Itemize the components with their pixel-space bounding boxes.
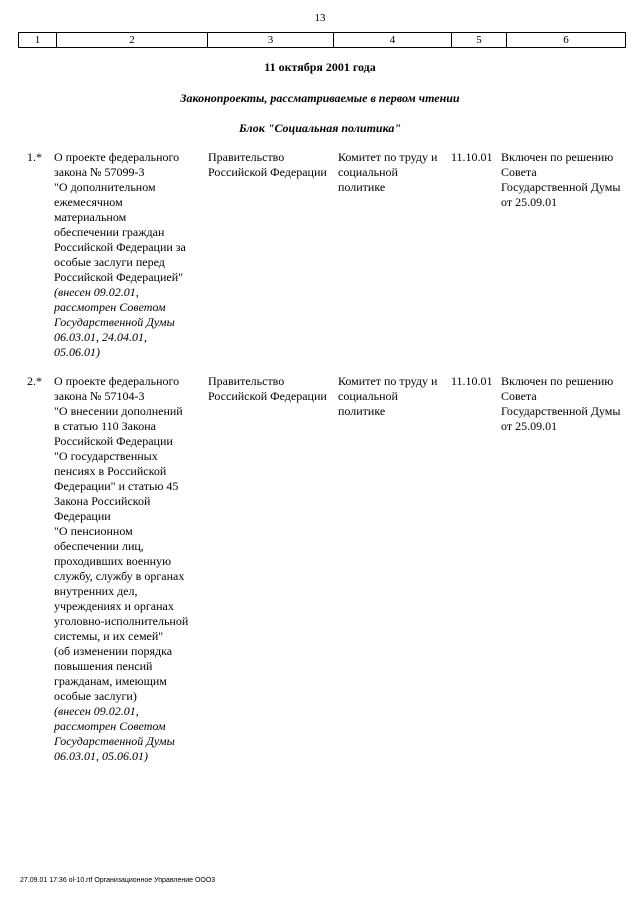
description-line: Закона Российской <box>54 494 151 508</box>
section-title: Законопроекты, рассматриваемые в первом чтении <box>180 91 460 105</box>
description-line: закона № 57099-3 <box>54 165 145 179</box>
description-line: О проекте федерального <box>54 374 180 388</box>
column-number: 4 <box>334 33 452 47</box>
description-line: обеспечении лиц, <box>54 539 144 553</box>
note-line: (внесен 09.02.01, <box>54 285 139 299</box>
column-number: 6 <box>563 34 569 46</box>
description-line: "О государственных <box>54 449 158 463</box>
note-line: Государственной Думы <box>54 315 175 329</box>
block-title: Блок "Социальная политика" <box>238 121 402 135</box>
description-line: в статью 110 Закона <box>54 419 156 433</box>
description-line: "О внесении дополнений <box>54 404 183 418</box>
note-line: 06.03.01, 24.04.01, <box>54 330 147 344</box>
description-line: уголовно-исполнительной <box>54 614 189 628</box>
description-line: особые заслуги) <box>54 689 137 703</box>
column-number-header <box>18 32 626 48</box>
description-line: гражданам, имеющим <box>54 674 167 688</box>
entry-number: 1.* <box>27 150 42 164</box>
description-line: материальном <box>54 210 127 224</box>
description-line: закона № 57104-3 <box>54 389 145 403</box>
description-line: особые заслуги перед <box>54 255 165 269</box>
column-number: 1 <box>19 33 57 47</box>
column-number: 3 <box>208 33 334 47</box>
bill-author: Правительство Российской Федерации <box>208 374 327 403</box>
page-number: 13 <box>314 12 326 24</box>
description-line: "О дополнительном <box>54 180 156 194</box>
description-line: повышения пенсий <box>54 659 153 673</box>
description-line: Федерации" и статью 45 <box>54 479 179 493</box>
description-line: внутренних дел, <box>54 584 138 598</box>
description-line: "О пенсионном <box>54 524 133 538</box>
description-line: Федерации <box>54 509 111 523</box>
inclusion-status: Включен по решению Совета Государственной Думы от 25.09.01 <box>501 374 621 433</box>
description-line: обеспечении граждан <box>54 225 165 239</box>
bill-description <box>54 150 204 360</box>
description-line: пенсиях в Российской <box>54 464 167 478</box>
date-heading: 11 октября 2001 года <box>264 60 376 74</box>
description-line: Российской Федерацией" <box>54 270 184 284</box>
description-line: Российской Федерации <box>54 434 173 448</box>
consideration-date: 11.10.01 <box>451 374 493 388</box>
description-line: учреждениях и органах <box>54 599 174 613</box>
bill-description <box>54 374 204 764</box>
description-line: О проекте федерального <box>54 150 180 164</box>
description-line: системы, и их семей" <box>54 629 164 643</box>
description-line: проходивших военную <box>54 554 172 568</box>
column-number: 2 <box>57 33 208 47</box>
description-line: службу, службу в органах <box>54 569 185 583</box>
note-line: рассмотрен Советом <box>54 719 166 733</box>
description-line: Российской Федерации за <box>54 240 186 254</box>
responsible-committee: Комитет по труду и социальной политике <box>338 374 438 418</box>
note-line: (внесен 09.02.01, <box>54 704 139 718</box>
column-number: 5 <box>452 33 507 47</box>
description-line: ежемесячном <box>54 195 123 209</box>
bill-author: Правительство Российской Федерации <box>208 150 327 179</box>
note-line: 05.06.01) <box>54 345 100 359</box>
consideration-date: 11.10.01 <box>451 150 493 164</box>
footer-file-info: 27.09.01 17:36 ol-10.rtf Организационное Управление ООО3 <box>20 877 216 884</box>
note-line: Государственной Думы <box>54 734 175 748</box>
note-line: 06.03.01, 05.06.01) <box>54 749 148 763</box>
responsible-committee: Комитет по труду и социальной политике <box>338 150 438 194</box>
entry-number: 2.* <box>27 374 42 388</box>
inclusion-status: Включен по решению Совета Государственной Думы от 25.09.01 <box>501 150 621 209</box>
description-line: (об изменении порядка <box>54 644 173 658</box>
note-line: рассмотрен Советом <box>54 300 166 314</box>
